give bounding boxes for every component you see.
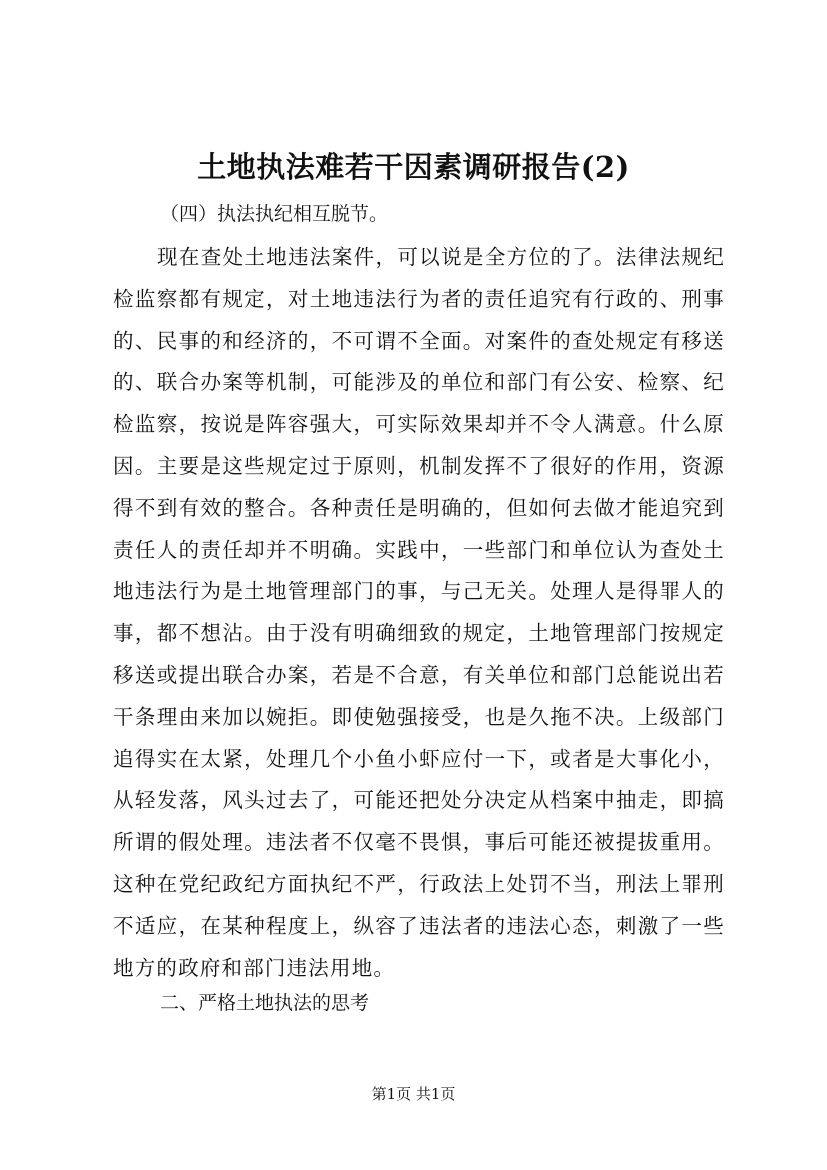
paragraph-line: 现在查处土地违法案件，可以说是全方位的了。法律法规纪 xyxy=(157,245,725,269)
paragraph-line: 地方的政府和部门违法用地。 xyxy=(113,955,396,980)
paragraph-line: 检监察都有规定，对土地违法行为者的责任追究有行政的、刑事 xyxy=(113,286,725,311)
paragraph-line: 的、联合办案等机制，可能涉及的单位和部门有公安、检察、纪 xyxy=(113,370,725,395)
paragraph-line: 的、民事的和经济的，不可谓不全面。对案件的查处规定有移送 xyxy=(113,328,725,353)
paragraph-line: 所谓的假处理。违法者不仅毫不畏惧，事后可能还被提拔重用。 xyxy=(113,830,725,855)
paragraph-line: 干条理由来加以婉拒。即使勉强接受，也是久拖不决。上级部门 xyxy=(113,704,725,729)
paragraph-line: 因。主要是这些规定过于原则，机制发挥不了很好的作用，资源 xyxy=(113,453,725,478)
paragraph-line: 移送或提出联合办案，若是不合意，有关单位和部门总能说出若 xyxy=(113,662,725,687)
paragraph-line: 这种在党纪政纪方面执纪不严，行政法上处罚不当，刑法上罪刑 xyxy=(113,871,725,896)
subsection-heading: （四）执法执纪相互脱节。 xyxy=(160,203,389,225)
paragraph-line: 从轻发落，风头过去了，可能还把处分决定从档案中抽走，即搞 xyxy=(113,788,725,813)
section-heading: 二、严格土地执法的思考 xyxy=(160,992,370,1014)
paragraph-line: 检监察，按说是阵容强大，可实际效果却并不令人满意。什么原 xyxy=(113,412,725,437)
paragraph-line: 地违法行为是土地管理部门的事，与己无关。处理人是得罪人的 xyxy=(113,579,725,604)
paragraph-line: 追得实在太紧，处理几个小鱼小虾应付一下，或者是大事化小， xyxy=(113,746,725,771)
paragraph-line: 不适应，在某种程度上，纵容了违法者的违法心态，刺激了一些 xyxy=(113,913,725,938)
page-footer: 第1页 共1页 xyxy=(371,1085,456,1103)
body-paragraph xyxy=(113,237,725,989)
document-title: 土地执法难若干因素调研报告(2) xyxy=(197,150,630,184)
paragraph-line: 责任人的责任却并不明确。实践中，一些部门和单位认为查处土 xyxy=(113,537,725,562)
paragraph-line: 事，都不想沾。由于没有明确细致的规定，土地管理部门按规定 xyxy=(113,621,725,646)
paragraph-line: 得不到有效的整合。各种责任是明确的，但如何去做才能追究到 xyxy=(113,495,725,520)
